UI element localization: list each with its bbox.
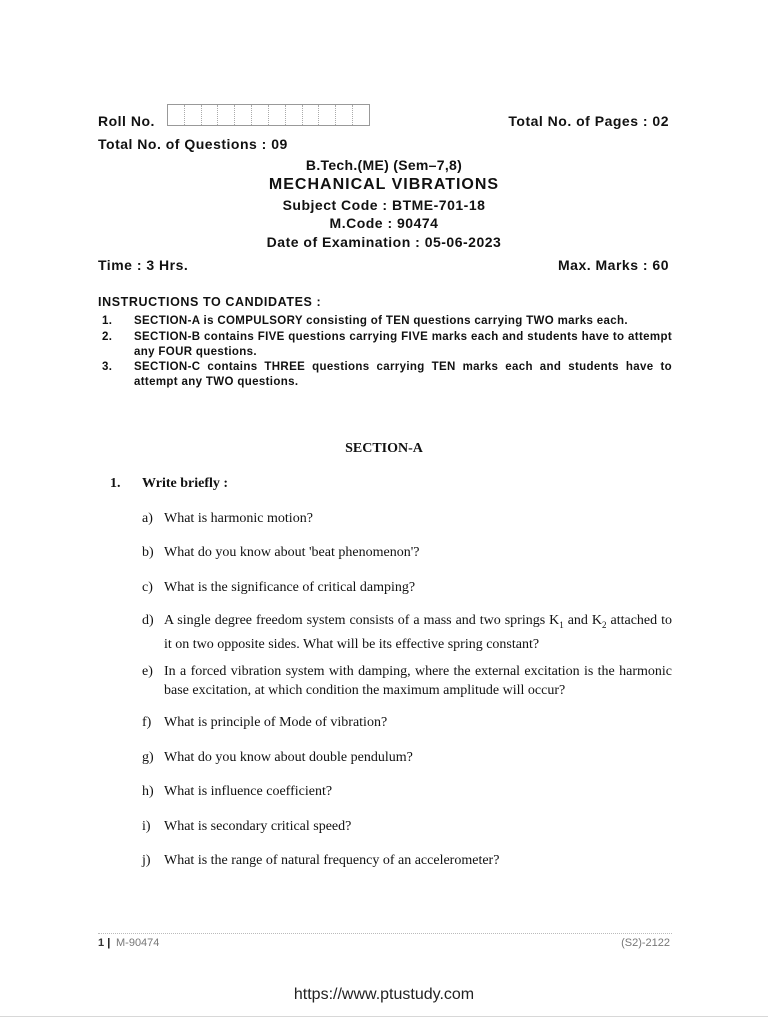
- total-questions: Total No. of Questions : 09: [98, 136, 288, 152]
- question-part: [142, 662, 672, 700]
- footer-session-code: (S2)-2122: [621, 937, 670, 949]
- part-text: What do you know about 'beat phenomenon'?: [164, 545, 420, 560]
- website-link[interactable]: https://www.ptustudy.com: [293, 986, 475, 1003]
- instruction-text: SECTION-B contains FIVE questions carrying FIVE marks each and students have to attempt any FOUR questions.: [134, 330, 672, 358]
- instruction-number: 2.: [102, 330, 113, 343]
- question-part: [142, 748, 672, 767]
- part-label: a): [142, 511, 153, 526]
- part-label: f): [142, 715, 152, 730]
- part-label: e): [142, 664, 153, 679]
- part-text: What is the significance of critical damping?: [164, 580, 416, 595]
- part-label: b): [142, 545, 154, 560]
- roll-number-boxes: [167, 104, 370, 126]
- part-label: i): [142, 819, 151, 834]
- instruction-item: [102, 314, 672, 329]
- question-part: [142, 543, 672, 562]
- question-part: [142, 817, 672, 836]
- part-text: What is influence coefficient?: [164, 784, 333, 799]
- question-part: [142, 713, 672, 732]
- subject-code: Subject Code : BTME-701-18: [282, 197, 486, 213]
- instruction-number: 1.: [102, 315, 113, 327]
- bottom-divider: [0, 1016, 768, 1017]
- part-text: What do you know about double pendulum?: [164, 750, 413, 765]
- instructions-heading: INSTRUCTIONS TO CANDIDATES :: [98, 295, 322, 309]
- max-marks: Max. Marks : 60: [558, 257, 669, 273]
- part-text: What is the range of natural frequency of an accelerometer?: [164, 853, 500, 868]
- part-text: In a forced vibration system with damping, where the external excitation is the harmonic base excitation, at which condition the maximum amplitude will occur?: [164, 664, 672, 698]
- exam-time: Time : 3 Hrs.: [98, 257, 189, 273]
- instruction-item: [102, 330, 672, 360]
- footer-paper-code: M-90474: [116, 937, 160, 949]
- instruction-number: 3.: [102, 361, 113, 374]
- question-part: [142, 611, 672, 654]
- question-part: [142, 578, 672, 597]
- footer-page-number: 1 |: [98, 937, 111, 949]
- question-title: Write briefly :: [142, 476, 229, 491]
- part-label: g): [142, 750, 154, 765]
- question-part: [142, 782, 672, 801]
- part-text: What is secondary critical speed?: [164, 819, 352, 834]
- part-text: What is harmonic motion?: [164, 511, 313, 526]
- instruction-text: SECTION-C contains THREE questions carrying TEN marks each and students have to attempt any TWO questions.: [134, 361, 672, 389]
- subject-title: MECHANICAL VIBRATIONS: [268, 176, 500, 193]
- part-label: d): [142, 613, 154, 628]
- question-part: [142, 509, 672, 528]
- total-pages: Total No. of Pages : 02: [508, 113, 669, 129]
- part-label: j): [142, 853, 151, 868]
- question-number: 1.: [110, 476, 121, 491]
- part-label: c): [142, 580, 153, 595]
- instructions-list: [102, 314, 672, 391]
- footer-divider: [98, 933, 672, 934]
- part-label: h): [142, 784, 154, 799]
- instruction-item: [102, 360, 672, 390]
- instruction-text: SECTION-A is COMPULSORY consisting of TEN questions carrying TWO marks each.: [134, 315, 628, 327]
- m-code: M.Code : 90474: [329, 215, 439, 231]
- part-text: A single degree freedom system consists of a mass and two springs $K_1$ and $K_2$ attached to it on two opposite sides. What will be its effective spring constant?: [164, 613, 672, 652]
- exam-date: Date of Examination : 05-06-2023: [266, 234, 502, 250]
- roll-no-label: Roll No.: [98, 113, 155, 129]
- part-text: What is principle of Mode of vibration?: [164, 715, 388, 730]
- section-a-heading: SECTION-A: [345, 441, 423, 456]
- question-part: [142, 851, 672, 870]
- course-name: B.Tech.(ME) (Sem–7,8): [305, 157, 463, 173]
